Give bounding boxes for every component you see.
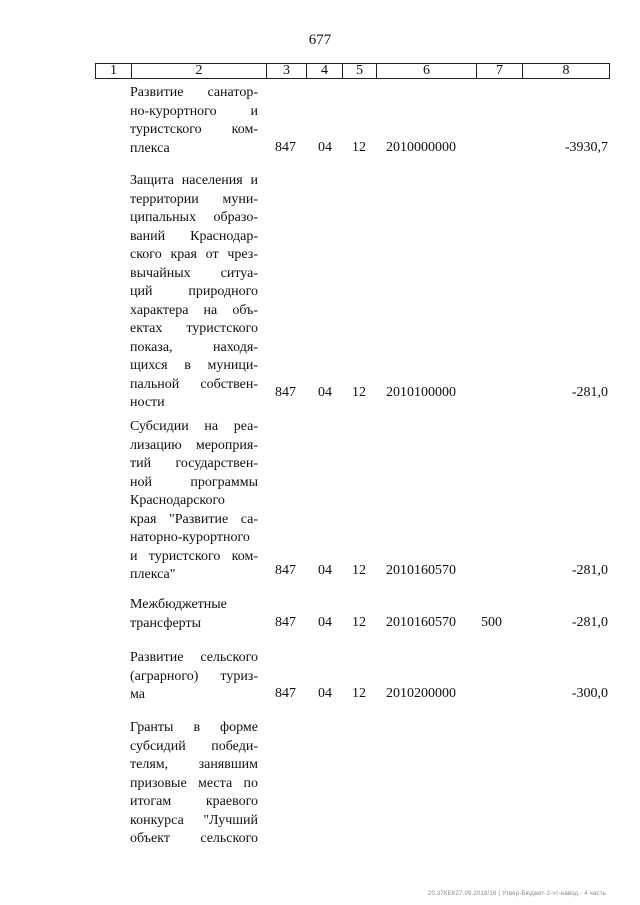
cell-col-6: 2010160570	[386, 615, 456, 630]
header-col-1: 1	[96, 64, 132, 78]
description-line: лизацию мероприя-	[130, 437, 258, 453]
description-line: показа, находя-	[130, 339, 258, 355]
description-line: плекса	[130, 140, 170, 156]
document-footer: 20.37КЕК27.09.2018/16 | Утвер-Бюджет-2-чт-навод - 4 часть	[427, 891, 606, 897]
description-line: вычайных ситуа-	[130, 265, 258, 281]
row-description	[130, 596, 258, 633]
description-line: ма	[130, 687, 145, 702]
row-description	[130, 84, 258, 158]
cell-col-6: 2010000000	[386, 140, 456, 155]
description-line: Гранты в форме	[130, 720, 258, 735]
cell-col-8: -281,0	[571, 385, 608, 400]
description-line: края "Развитие са-	[130, 511, 258, 527]
description-line: ципальных образо-	[130, 210, 258, 225]
description-line: ского края от чрез-	[130, 247, 258, 262]
cell-col-3: 847	[275, 563, 296, 578]
description-line: ваний Краснодар-	[130, 228, 258, 244]
description-line: ности	[130, 395, 165, 410]
description-line: Защита населения и	[130, 173, 258, 188]
cell-col-6: 2010160570	[386, 563, 456, 578]
description-line: характера на объ-	[130, 302, 258, 318]
description-line: призовые места по	[130, 775, 258, 791]
description-line: но-курортного и	[130, 103, 258, 119]
cell-col-8: -281,0	[571, 563, 608, 578]
cell-col-5: 12	[352, 615, 366, 630]
description-line: итогам краевого	[130, 794, 258, 809]
row-description	[130, 719, 258, 849]
cell-col-5: 12	[352, 385, 366, 400]
description-line: Краснодарского	[130, 493, 225, 508]
table-header	[95, 63, 610, 79]
description-line: Развитие сельского	[130, 650, 258, 665]
description-line: конкурса "Лучший	[130, 812, 258, 828]
header-col-4: 4	[307, 64, 343, 78]
description-line: субсидий победи-	[130, 738, 258, 754]
description-line: (аграрного) туриз-	[130, 668, 258, 684]
cell-col-4: 04	[318, 385, 332, 400]
description-line: тий государствен-	[130, 456, 258, 471]
cell-col-5: 12	[352, 563, 366, 578]
description-line: Развитие санатор-	[130, 85, 258, 100]
cell-col-6: 2010200000	[386, 686, 456, 701]
cell-col-8: -300,0	[571, 686, 608, 701]
cell-col-4: 04	[318, 563, 332, 578]
cell-col-4: 04	[318, 615, 332, 630]
description-line: Субсидии на реа-	[130, 419, 258, 434]
description-line: ций природного	[130, 284, 258, 299]
header-col-7: 7	[477, 64, 523, 78]
cell-col-3: 847	[275, 686, 296, 701]
row-description	[130, 649, 258, 705]
page-number: 677	[308, 32, 332, 48]
cell-col-4: 04	[318, 140, 332, 155]
description-line: щихся в муници-	[130, 358, 258, 373]
header-col-2: 2	[132, 64, 267, 78]
description-line: наторно-курортного	[130, 530, 250, 545]
cell-col-3: 847	[275, 140, 296, 155]
cell-col-6: 2010100000	[386, 385, 456, 400]
description-line: ектах туристского	[130, 321, 258, 336]
header-col-5: 5	[343, 64, 377, 78]
description-line: и туристского ком-	[130, 548, 258, 564]
header-col-3: 3	[267, 64, 307, 78]
cell-col-5: 12	[352, 686, 366, 701]
cell-col-4: 04	[318, 686, 332, 701]
cell-col-7: 500	[481, 615, 502, 630]
row-description	[130, 418, 258, 585]
description-line: ной программы	[130, 474, 258, 490]
cell-col-5: 12	[352, 140, 366, 155]
description-line: туристского ком-	[130, 122, 258, 137]
row-description	[130, 172, 258, 413]
description-line: территории муни-	[130, 191, 258, 207]
description-line: телям, занявшим	[130, 757, 258, 772]
cell-col-8: -281,0	[571, 615, 608, 630]
header-col-8: 8	[562, 63, 570, 78]
header-col-6: 6	[377, 64, 477, 78]
description-line: трансферты	[130, 615, 202, 631]
description-line: плекса"	[130, 567, 176, 582]
cell-col-3: 847	[275, 385, 296, 400]
description-line: Межбюджетные	[130, 597, 227, 612]
cell-col-8: -3930,7	[564, 140, 608, 155]
description-line: объект сельского	[130, 831, 258, 846]
description-line: пальной собствен-	[130, 376, 258, 392]
cell-col-3: 847	[275, 615, 296, 630]
